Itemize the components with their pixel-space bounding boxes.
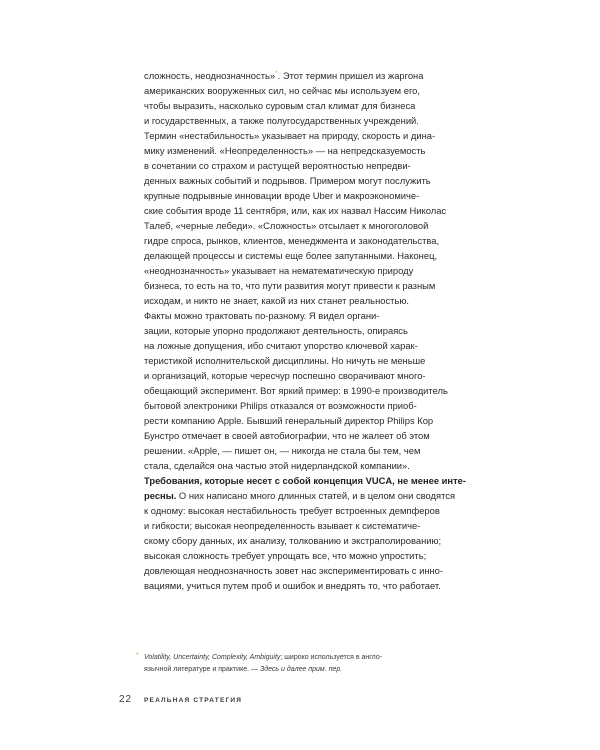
paragraph-vuca-definition <box>144 68 504 308</box>
text-line: обещающий эксперимент. Вот яркий пример: в 1990-е производитель <box>144 385 448 396</box>
footnote-marker: * <box>136 652 139 659</box>
text-line-tail: О них написано много длинных статей, и в целом они сводятся <box>176 490 456 501</box>
text-line: бизнеса, то есть на то, что пути развития могут привести к разным <box>144 280 436 291</box>
footnote-translator-note: Здесь и далее прим. пер. <box>259 666 343 673</box>
text-line: высокая сложность требует упрощать все, что можно упростить; <box>144 550 427 561</box>
text-line: крупные подрывные инновации вроде Uber и макроэкономиче- <box>144 190 420 201</box>
text-line: Термин «нестабильность» указывает на природу, скорость и дина- <box>144 130 436 141</box>
bold-lead-end: ресны. <box>144 490 177 501</box>
text-line: на ложные допущения, ибо считают упорство ключевой харак- <box>144 340 418 351</box>
text-line <box>144 68 504 83</box>
text-line: Факты можно трактовать по-разному. Я видел органи- <box>144 310 380 321</box>
text-line: мику изменений. «Неопределенность» — на непредсказуемость <box>144 145 426 156</box>
text-line: вациями, учиться путем проб и ошибок и внедрять то, что работает. <box>144 580 441 591</box>
text-line: к одному: высокая нестабильность требует встроенных демпферов <box>144 505 440 516</box>
text-line: денных важных событий и подрывов. Примером могут послужить <box>144 175 431 186</box>
text-line: бытовой электроники Philips отказался от возможности приоб- <box>144 400 417 411</box>
text-line: и гибкости; высокая неопределенность взывает к систематиче- <box>144 520 421 531</box>
text-line: рести компанию Apple. Бывший генеральный директор Philips Кор <box>144 415 434 426</box>
footnote-line <box>144 664 504 676</box>
text-line: исходам, и никто не знает, какой из них станет реальностью. <box>144 295 409 306</box>
text-line: чтобы выразить, насколько суровым стал климат для бизнеса <box>144 100 416 111</box>
text-line: «неоднозначность» указывает на нематематическую природу <box>144 265 414 276</box>
bold-lead-line: Требования, которые несет с собой концепция VUCA, не менее инте- <box>144 475 467 486</box>
footnote-term: Volatility, Uncertainty, Complexity, Ambiguity <box>144 654 281 661</box>
text-line: Талеб, «черные лебеди». «Сложность» отсылает к многоголовой <box>144 220 429 231</box>
text-line-start: сложность, неоднозначность» <box>144 70 276 81</box>
text-line: и государственных, а также полугосударственных учреждений. <box>144 115 419 126</box>
running-title: РЕАЛЬНАЯ СТРАТЕГИЯ <box>144 697 243 704</box>
text-line: гидре спроса, рынков, клиентов, менеджмента и законодательства, <box>144 235 440 246</box>
text-line-tail: . Этот термин пришел из жаргона <box>277 70 424 81</box>
text-line: решении. «Apple, — пишет он, — никогда не стала бы тем, чем <box>144 445 421 456</box>
text-line: в сочетании со страхом и растущей вероятностью непредви- <box>144 160 411 171</box>
text-line: Бунстро отмечает в своей автобиографии, что не жалеет об этом <box>144 430 430 441</box>
text-line: ские события вроде 11 сентября, или, как их назвал Нассим Николас <box>144 205 447 216</box>
text-line: стала, сделайся она частью этой нидерландской компании». <box>144 460 410 471</box>
paragraph-philips-example <box>144 308 504 473</box>
text-line: и организаций, которые чересчур поспешно сворачивают много- <box>144 370 426 381</box>
text-line: скому сбору данных, их анализу, толкованию и экстраполированию; <box>144 535 442 546</box>
text-line: зации, которые упорно продолжают деятельность, опираясь <box>144 325 408 336</box>
footnote-reference: * <box>275 69 278 77</box>
text-line <box>144 488 504 503</box>
paragraph-vuca-requirements <box>144 473 504 593</box>
page-number: 22 <box>119 694 133 705</box>
text-line: теристикой исполнительской дисциплины. Но ничуть не меньше <box>144 355 426 366</box>
text-line: довлеющая неоднозначность зовет нас экспериментировать с инно- <box>144 565 444 576</box>
footnote <box>136 652 504 676</box>
footnote-line <box>144 652 504 664</box>
text-line: делающей процессы и системы еще более запутанными. Наконец, <box>144 250 438 261</box>
footnote-text: ; широко используется в англо- <box>280 654 383 661</box>
footnote-text: язычной литературе и практике. — <box>144 666 260 673</box>
text-line: американских вооруженных сил, но сейчас мы используем его, <box>144 85 420 96</box>
